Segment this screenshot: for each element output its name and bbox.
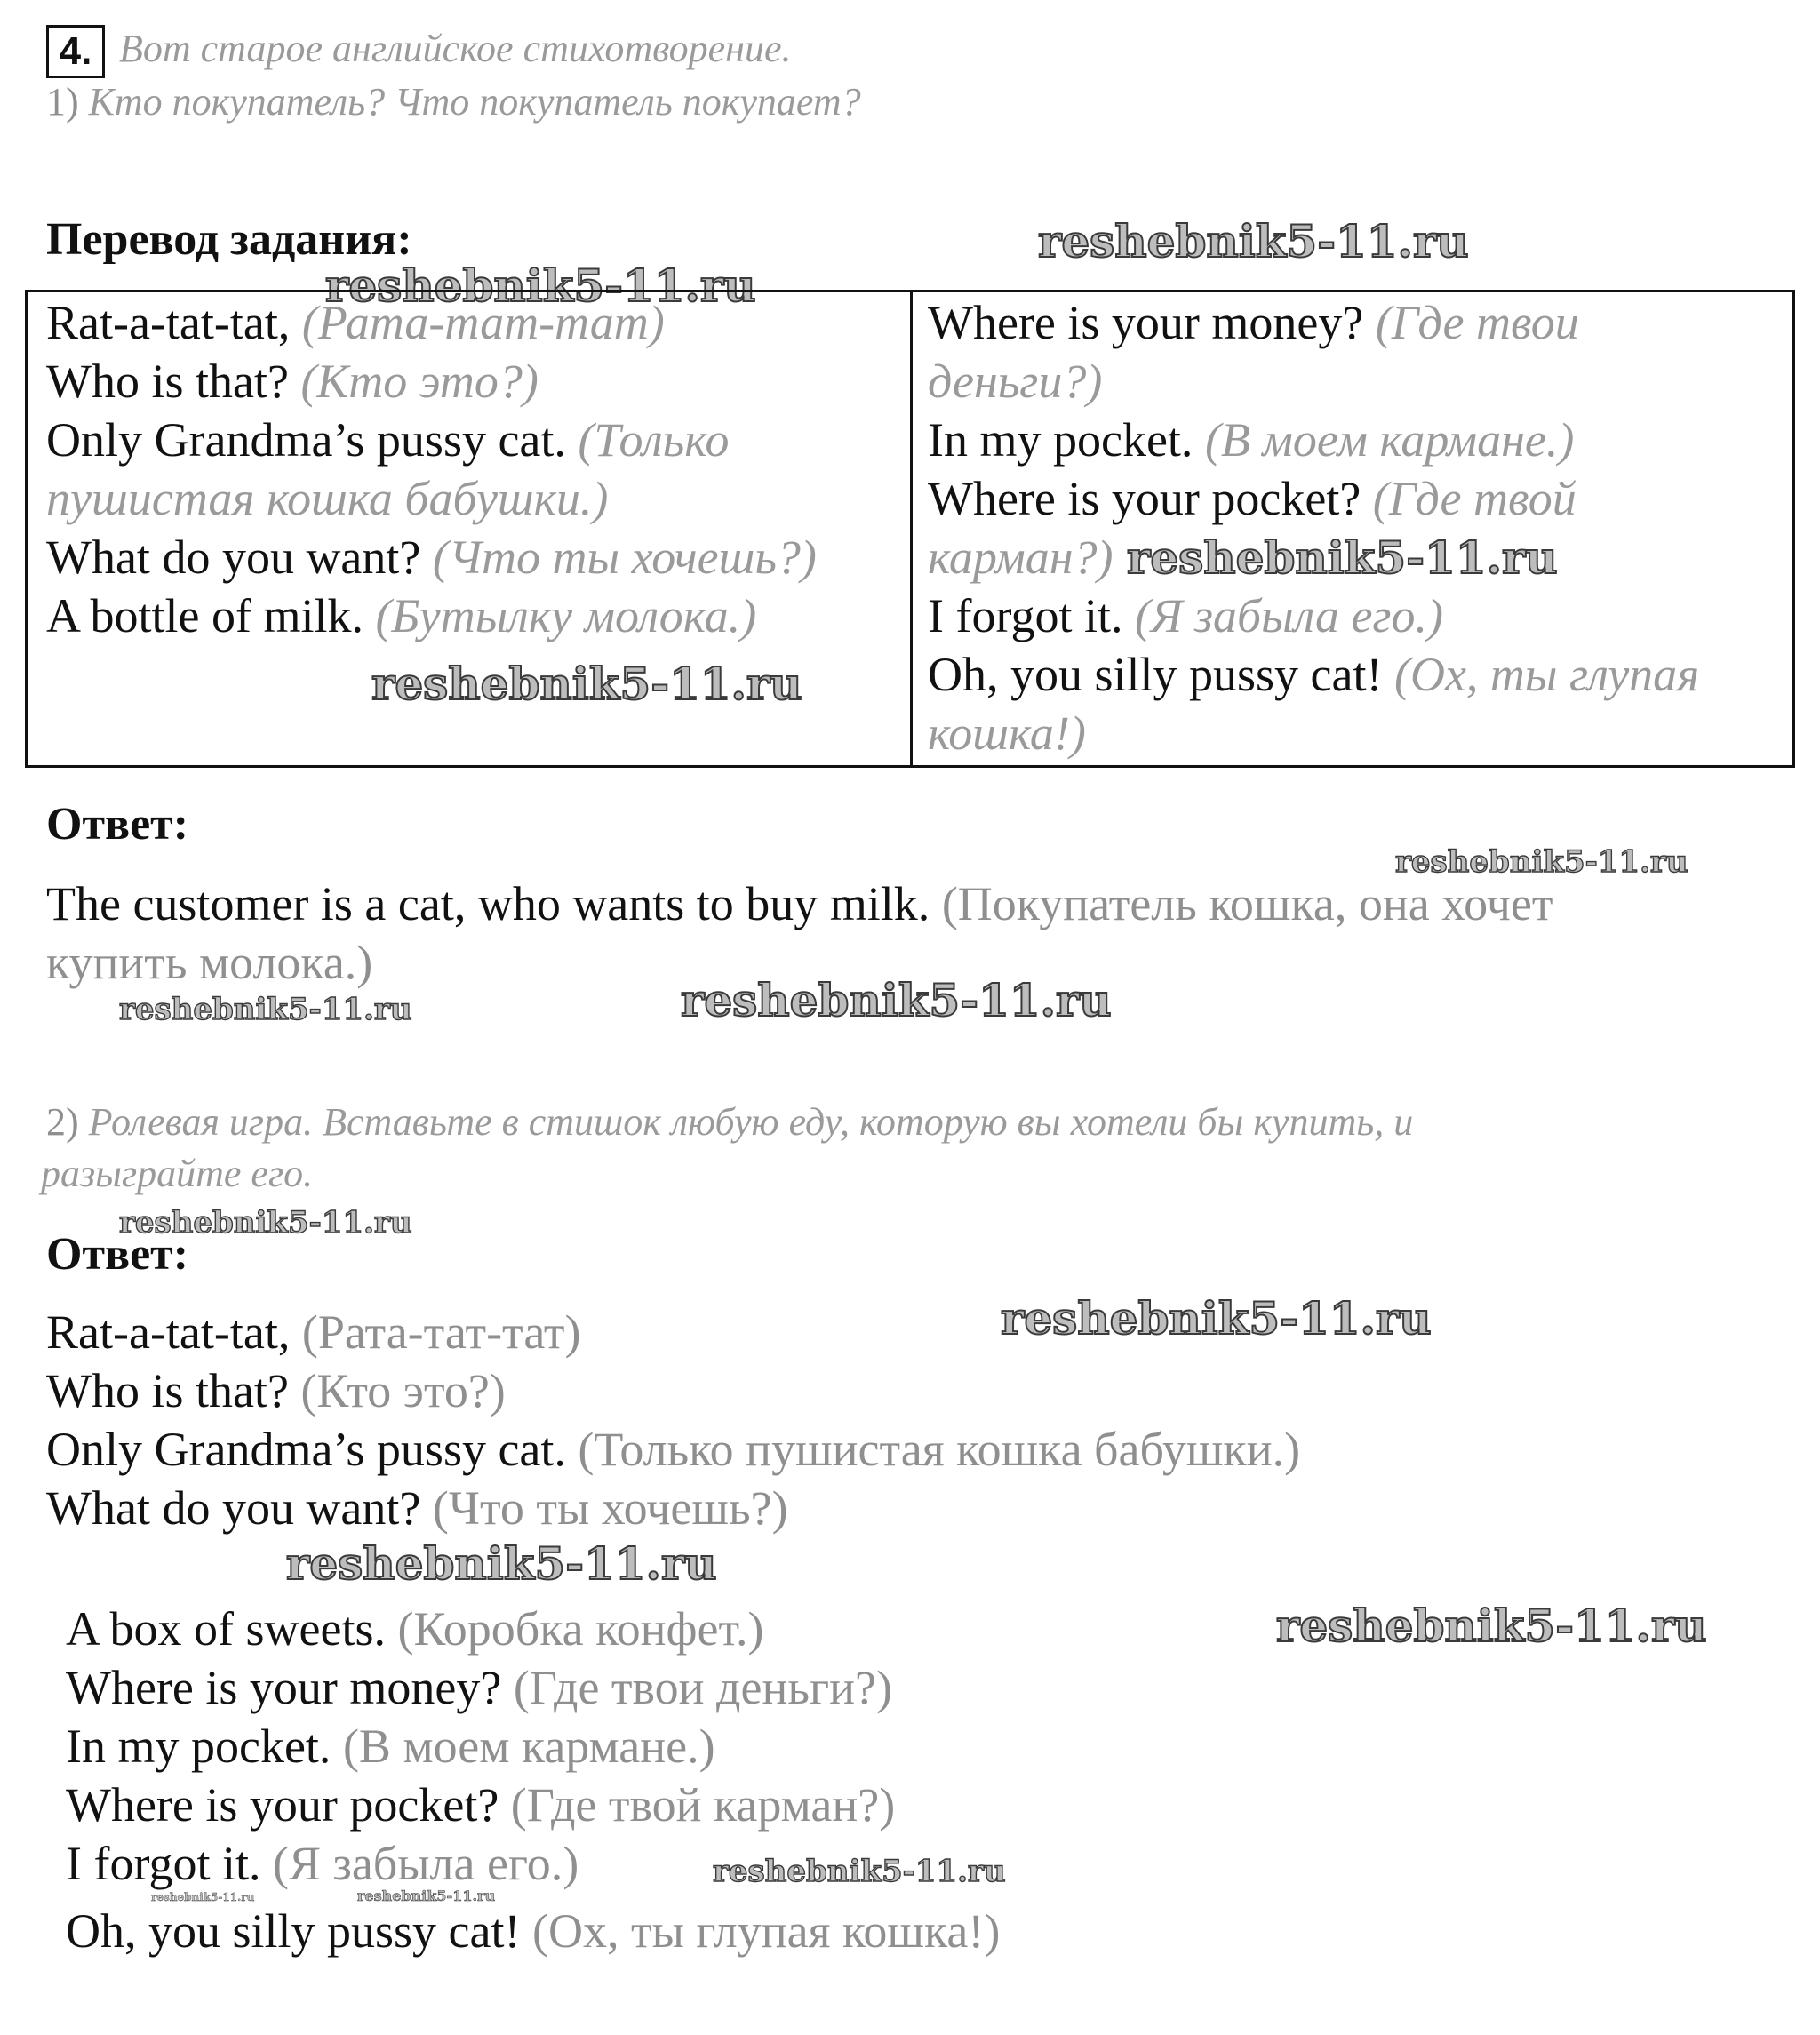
line-en: Rat-a-tat-tat, xyxy=(46,1305,291,1359)
line-ru: (Кто это?) xyxy=(300,355,539,408)
line-en: Rat-a-tat-tat, xyxy=(46,296,291,349)
line-en: Who is that? xyxy=(46,355,289,408)
line-en: Only Grandma’s pussy cat. xyxy=(46,1423,566,1476)
line-ru: (В моем кармане.) xyxy=(342,1720,715,1773)
question-1-number: 1) xyxy=(46,80,79,124)
answer-2-heading: Ответ: xyxy=(46,1229,189,1280)
table-left-line xyxy=(46,469,608,528)
answer-2-line xyxy=(66,1600,764,1658)
line-en: A bottle of milk. xyxy=(46,589,363,642)
line-en: What do you want? xyxy=(46,531,421,584)
table-left-line xyxy=(46,587,756,645)
line-ru: (В моем кармане.) xyxy=(1204,413,1575,467)
line-en: Oh, you silly pussy cat! xyxy=(928,648,1383,701)
answer-2-line xyxy=(66,1902,1000,1960)
answer-1-line xyxy=(46,874,1553,933)
line-en: Where is your money? xyxy=(928,296,1364,349)
watermark: reshebnik5-11.ru xyxy=(357,1887,496,1904)
task-number: 4. xyxy=(46,25,105,78)
line-en: Where is your pocket? xyxy=(66,1778,499,1832)
watermark: reshebnik5-11.ru xyxy=(681,974,1112,1026)
table-divider xyxy=(910,292,913,765)
table-right-line xyxy=(928,528,1113,587)
answer-2-line xyxy=(46,1303,580,1361)
line-ru: (Только пушистая кошка бабушки.) xyxy=(578,1423,1301,1476)
line-ru: карман?) xyxy=(928,531,1114,584)
line-en: Who is that? xyxy=(46,1364,289,1417)
table-right-line xyxy=(928,411,1574,469)
line-en: I forgot it. xyxy=(928,589,1123,642)
line-ru: пушистая кошка бабушки.) xyxy=(46,472,609,525)
question-1-text: Кто покупатель? Что покупатель покупает? xyxy=(88,80,861,124)
line-ru: (Рата-тат-тат) xyxy=(301,296,665,349)
table-right-line xyxy=(928,293,1579,352)
line-en: A box of sweets. xyxy=(66,1602,386,1656)
line-ru: (Бутылку молока.) xyxy=(375,589,757,642)
answer-2-line xyxy=(46,1361,506,1420)
line-ru: (Я забыла его.) xyxy=(1134,589,1443,642)
line-ru: (Где твои деньги?) xyxy=(513,1661,893,1714)
watermark: reshebnik5-11.ru xyxy=(371,658,802,710)
line-en: Where is your pocket? xyxy=(928,472,1361,525)
table-right-line xyxy=(928,469,1577,528)
line-ru: кошка!) xyxy=(928,706,1086,760)
table-left-line xyxy=(46,293,665,352)
question-2-number: 2) xyxy=(46,1100,79,1144)
line-ru: (Где твои xyxy=(1375,296,1579,349)
table-right-line xyxy=(928,645,1699,704)
line-ru: (Что ты хочешь?) xyxy=(432,1481,788,1535)
answer-1-ru-cont: купить молока.) xyxy=(46,936,373,989)
line-ru: деньги?) xyxy=(928,355,1103,408)
answer-2-line xyxy=(66,1717,715,1776)
watermark: reshebnik5-11.ru xyxy=(713,1854,1006,1889)
translation-heading: Перевод задания: xyxy=(46,214,412,265)
line-ru: (Рата-тат-тат) xyxy=(301,1305,581,1359)
answer-1-ru: (Покупатель кошка, она хочет xyxy=(941,877,1553,930)
watermark: reshebnik5-11.ru xyxy=(119,992,412,1027)
watermark: reshebnik5-11.ru xyxy=(119,1205,412,1241)
line-ru: (Где твой xyxy=(1372,472,1577,525)
watermark: reshebnik5-11.ru xyxy=(1038,215,1469,267)
line-ru: (Где твой карман?) xyxy=(510,1778,896,1832)
line-en: In my pocket. xyxy=(928,413,1193,467)
line-en: Where is your money? xyxy=(66,1661,502,1714)
watermark: reshebnik5-11.ru xyxy=(1127,531,1558,584)
answer-2-line xyxy=(66,1658,892,1717)
watermark: reshebnik5-11.ru xyxy=(286,1537,717,1590)
table-right-line xyxy=(928,704,1086,762)
answer-2-line xyxy=(66,1776,895,1834)
table-left-line xyxy=(46,528,817,587)
line-en: In my pocket. xyxy=(66,1720,331,1773)
line-ru: (Что ты хочешь?) xyxy=(432,531,817,584)
table-right-line xyxy=(928,587,1443,645)
watermark: reshebnik5-11.ru xyxy=(1395,844,1688,880)
answer-2-line xyxy=(66,1834,579,1893)
watermark: reshebnik5-11.ru xyxy=(1001,1292,1432,1345)
line-ru: (Ох, ты глупая кошка!) xyxy=(531,1904,1001,1958)
question-2 xyxy=(46,1097,1413,1148)
watermark: reshebnik5-11.ru xyxy=(1276,1600,1707,1652)
line-en: What do you want? xyxy=(46,1481,421,1535)
question-2-text-cont: разыграйте его. xyxy=(41,1152,314,1195)
line-ru: (Кто это?) xyxy=(300,1364,506,1417)
table-left-line xyxy=(46,352,539,411)
answer-1-heading: Ответ: xyxy=(46,799,189,850)
line-ru: (Я забыла его.) xyxy=(272,1837,579,1890)
table-right-line xyxy=(928,352,1102,411)
question-1 xyxy=(46,76,861,128)
answer-2-line xyxy=(46,1420,1300,1479)
line-en: Only Grandma’s pussy cat. xyxy=(46,413,566,467)
task-intro: Вот старое английское стихотворение. xyxy=(119,27,792,70)
answer-2-line xyxy=(46,1479,788,1537)
answer-1-en: The customer is a cat, who wants to buy milk. xyxy=(46,877,930,930)
line-en: Oh, you silly pussy cat! xyxy=(66,1904,521,1958)
watermark: reshebnik5-11.ru xyxy=(325,259,756,312)
watermark: reshebnik5-11.ru xyxy=(151,1891,255,1903)
line-ru: (Коробка конфет.) xyxy=(397,1602,764,1656)
question-2-text: Ролевая игра. Вставьте в стишок любую еду, которую вы хотели бы купить, и xyxy=(88,1100,1414,1144)
line-ru: (Только xyxy=(578,413,730,467)
line-en: I forgot it. xyxy=(66,1837,261,1890)
table-left-line xyxy=(46,411,729,469)
line-ru: (Ох, ты глупая xyxy=(1393,648,1700,701)
